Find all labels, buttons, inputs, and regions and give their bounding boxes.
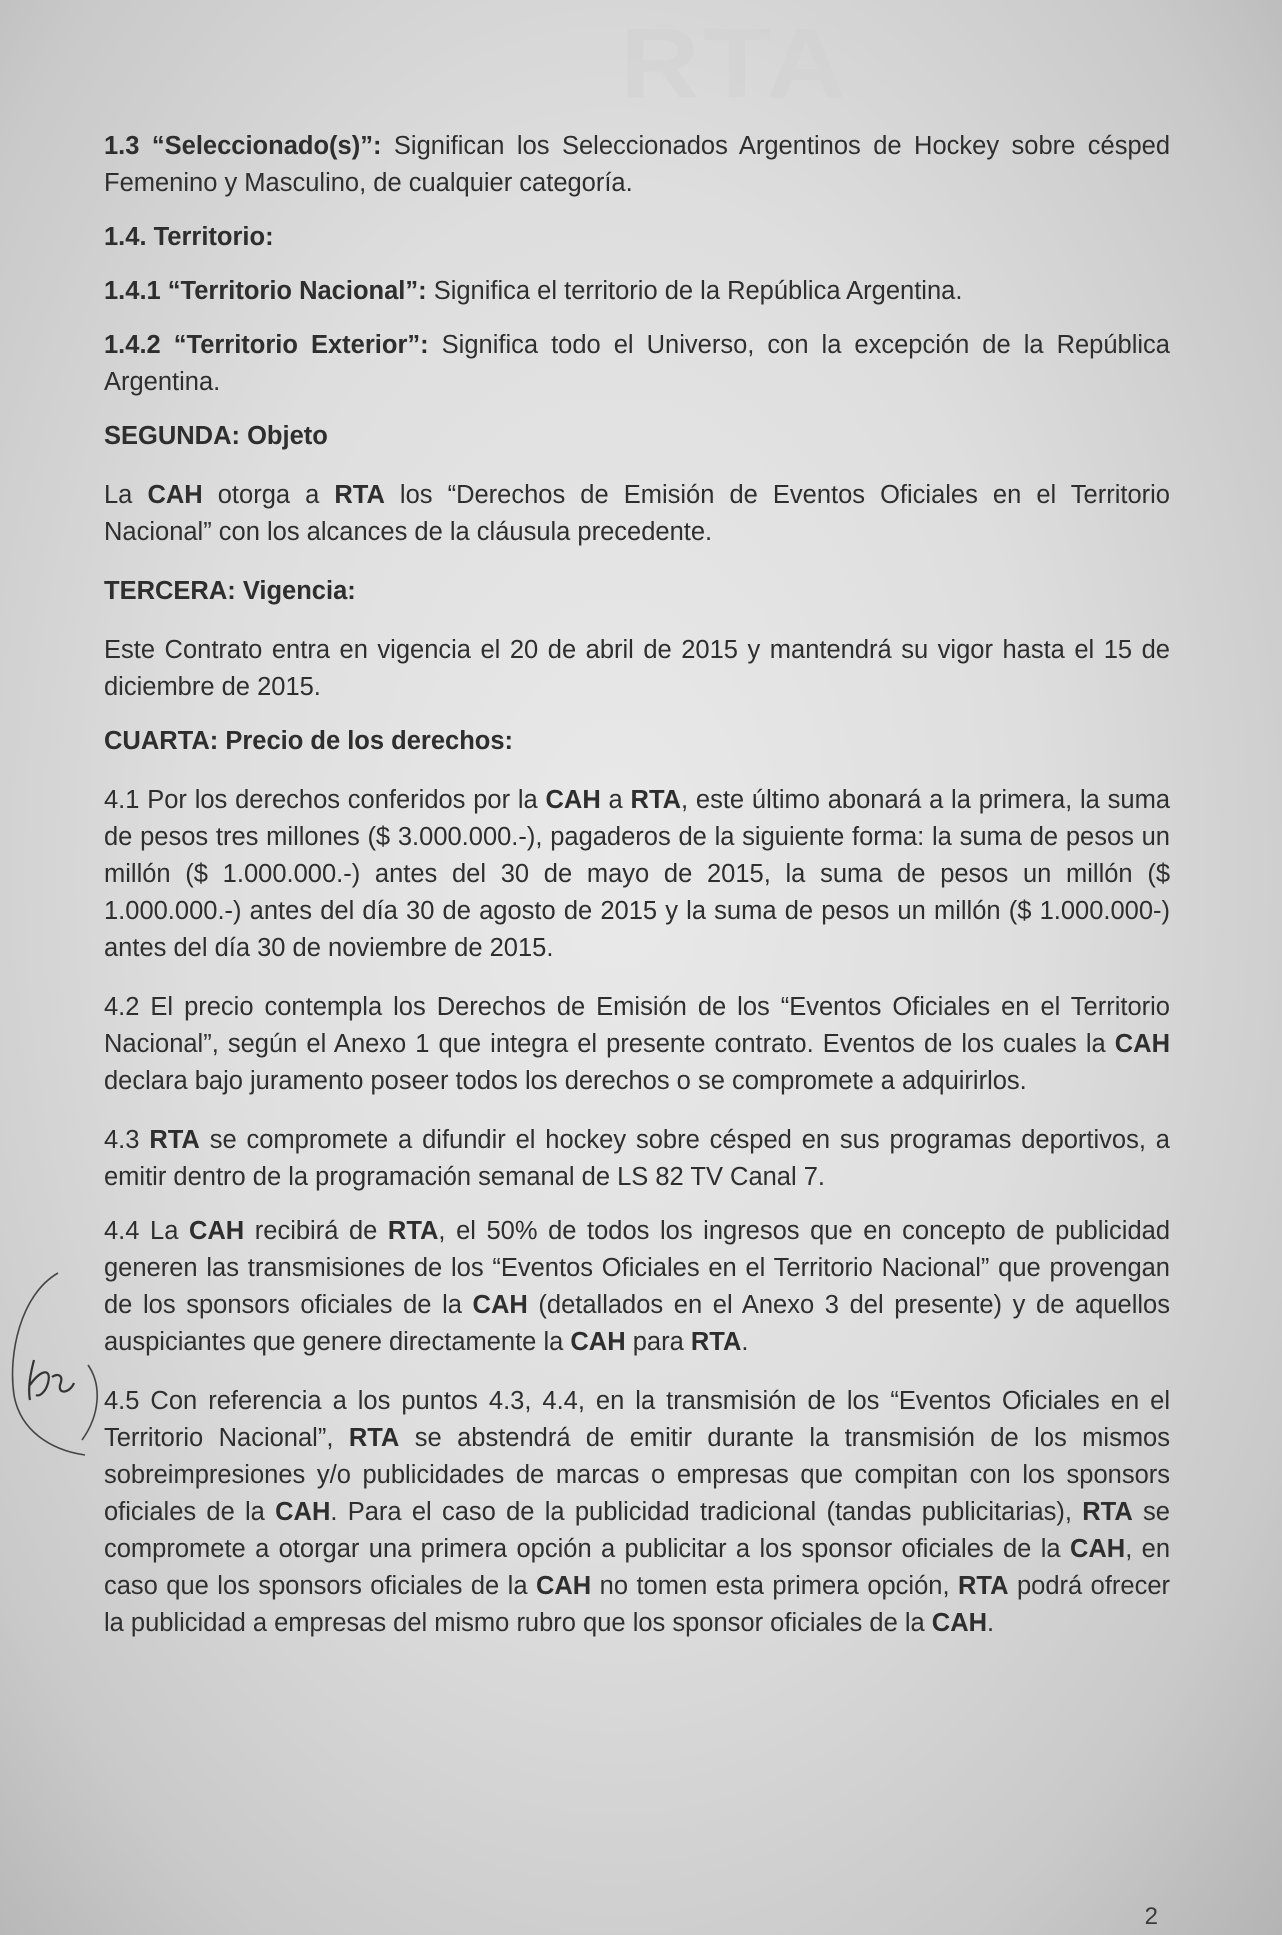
section-tercera-heading: TERCERA: Vigencia: xyxy=(104,577,356,605)
clause-4-3: 4.3 RTA se compromete a difundir el hockey sobre césped en sus programas deportivos, a emitir dentro de la programación semanal de LS 82 TV Canal 7. xyxy=(104,1126,1170,1191)
clause-4-2: 4.2 El precio contempla los Derechos de Emisión de los “Eventos Oficiales en el Territorio Nacional”, según el Anexo 1 que integra el presente contrato. Eventos de los cuales la CAH declara bajo juramento poseer todos los derechos o se compromete a adquirirlos. xyxy=(104,993,1170,1095)
bleed-through-header: RTA xyxy=(620,8,850,119)
clause-1-4-heading: 1.4. Territorio: xyxy=(104,223,274,251)
clause-objeto: La CAH otorga a RTA los “Derechos de Emisión de Eventos Oficiales en el Territorio Nacional” con los alcances de la cláusula precedente. xyxy=(104,481,1170,546)
clause-4-1: 4.1 Por los derechos conferidos por la CAH a RTA, este último abonará a la primera, la suma de pesos tres millones ($ 3.000.000.-), pagaderos de la siguiente forma: la suma de pesos un millón ($ 1.000.000.-) antes del 30 de mayo de 2015, la suma de pesos un millón ($ 1.000.000.-) antes del día 30 de agosto de 2015 y la suma de pesos un millón ($ 1.000.000-) antes del día 30 de noviembre de 2015. xyxy=(104,786,1170,962)
clause-1-3: 1.3 “Seleccionado(s)”: Significan los Seleccionados Argentinos de Hockey sobre césped Femenino y Masculino, de cualquier categoría. xyxy=(104,132,1170,197)
page-number: 2 xyxy=(1144,1903,1158,1930)
contract-body xyxy=(104,128,1170,1642)
clause-1-4-1: 1.4.1 “Territorio Nacional”: Significa el territorio de la República Argentina. xyxy=(104,277,963,305)
clause-4-4: 4.4 La CAH recibirá de RTA, el 50% de todos los ingresos que en concepto de publicidad generen las transmisiones de los “Eventos Oficiales en el Territorio Nacional” que provengan de los sponsors oficiales de la CAH (detallados en el Anexo 3 del presente) y de aquellos auspiciantes que genere directamente la CAH para RTA. xyxy=(104,1217,1171,1356)
clause-vigencia: Este Contrato entra en vigencia el 20 de abril de 2015 y mantendrá su vigor hasta el 15 de diciembre de 2015. xyxy=(104,636,1170,701)
clause-1-4-2: 1.4.2 “Territorio Exterior”: Significa todo el Universo, con la excepción de la República Argentina. xyxy=(104,331,1170,396)
clause-4-5: 4.5 Con referencia a los puntos 4.3, 4.4, en la transmisión de los “Eventos Oficiales en el Territorio Nacional”, RTA se abstendrá de emitir durante la transmisión de los mismos sobreimpresiones y/o publicidades de marcas o empresas que compitan con los sponsors oficiales de la CAH. Para el caso de la publicidad tradicional (tandas publicitarias), RTA se compromete a otorgar una primera opción a publicitar a los sponsor oficiales de la CAH, en caso que los sponsors oficiales de la CAH no tomen esta primera opción, RTA podrá ofrecer la publicidad a empresas del mismo rubro que los sponsor oficiales de la CAH. xyxy=(104,1387,1170,1637)
handwritten-signature xyxy=(0,1265,120,1465)
section-segunda-heading: SEGUNDA: Objeto xyxy=(104,422,328,450)
section-cuarta-heading: CUARTA: Precio de los derechos: xyxy=(104,727,514,755)
